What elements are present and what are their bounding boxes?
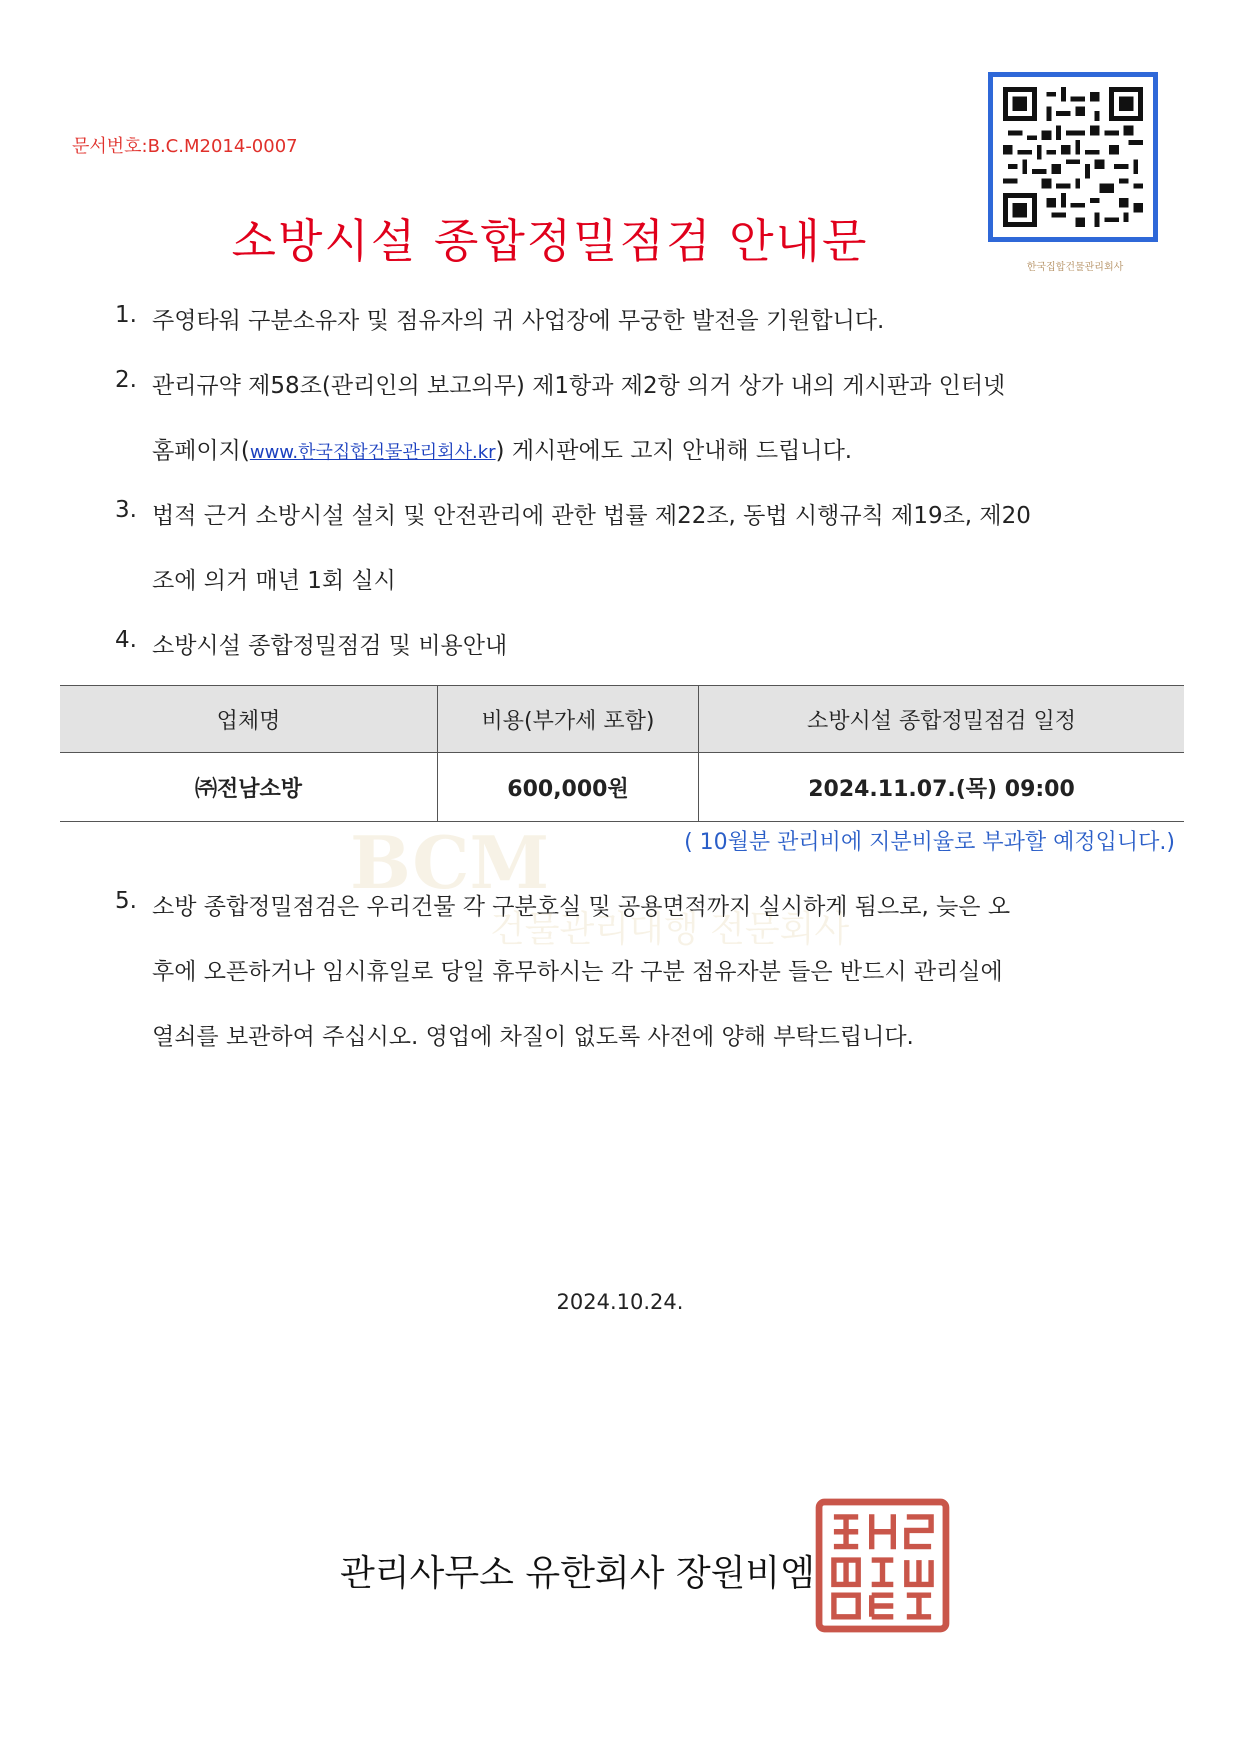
item-number: 2. — [115, 367, 137, 393]
watermark-mark: BCM — [350, 820, 550, 905]
document-number: 문서번호:B.C.M2014-0007 — [72, 136, 298, 157]
column-header-company: 업체명 — [60, 686, 438, 753]
column-header-schedule: 소방시설 종합정밀점검 일정 — [699, 686, 1185, 753]
issue-date: 2024.10.24. — [556, 1290, 684, 1314]
cost-cell: 600,000원 — [438, 753, 699, 822]
item-number: 4. — [115, 627, 137, 653]
link-suffix: ) 게시판에도 고지 안내해 드립니다. — [495, 438, 853, 464]
item-number: 5. — [115, 888, 137, 914]
item-number: 1. — [115, 302, 137, 328]
item-text: 법적 근거 소방시설 설치 및 안전관리에 관한 법률 제22조, 동법 시행규칙 제19조, 제20 — [152, 503, 1031, 529]
page-title: 소방시설 종합정밀점검 안내문 — [231, 214, 869, 268]
item-text: 열쇠를 보관하여 주십시오. 영업에 차질이 없도록 사전에 양해 부탁드립니다. — [152, 1024, 914, 1050]
item-text: 소방 종합정밀점검은 우리건물 각 구분호실 및 공용면적까지 실시하게 됨으로, 늦은 오 — [152, 894, 1011, 920]
signature: 관리사무소 유한회사 장원비엠 — [340, 1553, 815, 1594]
item-text: 관리규약 제58조(관리인의 보고의무) 제1항과 제2항 의거 상가 내의 게시판과 인터넷 — [152, 373, 1006, 399]
table-header-row — [60, 686, 1184, 753]
item-text: 후에 오픈하거나 임시휴일로 당일 휴무하시는 각 구분 점유자분 들은 반드시 관리실에 — [152, 959, 1003, 985]
schedule-cell: 2024.11.07.(목) 09:00 — [699, 753, 1185, 822]
item-number: 3. — [115, 497, 137, 523]
company-seal-icon — [815, 1498, 950, 1633]
billing-note: ( 10월분 관리비에 지분비율로 부과할 예정입니다.) — [684, 830, 1175, 855]
link-prefix: 홈페이지( — [152, 438, 250, 464]
homepage-link[interactable]: www.한국집합건물관리회사.kr — [249, 442, 496, 463]
column-header-cost: 비용(부가세 포함) — [438, 686, 699, 753]
fee-table — [60, 685, 1184, 822]
item-text-with-link — [152, 432, 852, 465]
company-name-cell: ㈜전남소방 — [60, 753, 438, 822]
item-text: 주영타워 구분소유자 및 점유자의 귀 사업장에 무궁한 발전을 기원합니다. — [152, 308, 885, 334]
qr-caption: 한국집합건물관리회사 — [1026, 262, 1124, 273]
table-row — [60, 753, 1184, 822]
watermark-subtitle: 건물관리대행 전문회사 — [490, 909, 850, 950]
item-text: 조에 의거 매년 1회 실시 — [152, 568, 396, 594]
item-text: 소방시설 종합정밀점검 및 비용안내 — [152, 633, 508, 659]
